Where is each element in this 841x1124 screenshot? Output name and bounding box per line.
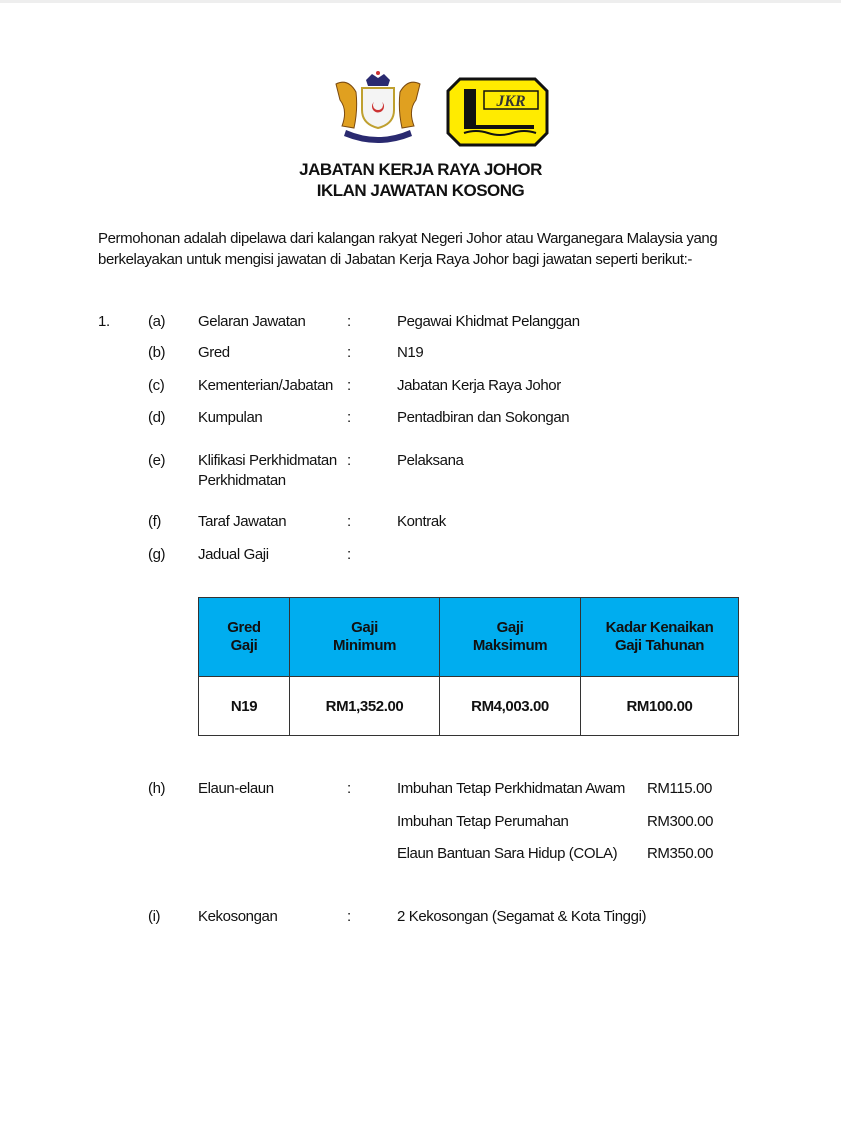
allowance-amount: RM350.00 xyxy=(647,845,714,862)
item-label: Kementerian/Jabatan xyxy=(198,377,333,394)
item-letter: (c) xyxy=(148,377,165,394)
item-value: Pentadbiran dan Sokongan xyxy=(397,409,570,426)
cell-gaji-minimum: RM1,352.00 xyxy=(290,677,440,736)
colon: : xyxy=(347,908,351,925)
item-label: Elaun-elaun xyxy=(198,780,274,797)
item-value: Pelaksana xyxy=(397,452,464,469)
item-letter: (h) xyxy=(148,780,166,797)
colon: : xyxy=(347,780,351,797)
page-edge xyxy=(0,0,841,3)
item-value: Kontrak xyxy=(397,513,446,530)
heading-department: JABATAN KERJA RAYA JOHOR xyxy=(299,160,542,179)
item-value: Jabatan Kerja Raya Johor xyxy=(397,377,561,394)
item-value: Pegawai Khidmat Pelanggan xyxy=(397,313,580,330)
item-value: 2 Kekosongan (Segamat & Kota Tinggi) xyxy=(397,908,647,925)
allowance-name: Imbuhan Tetap Perkhidmatan Awam xyxy=(397,780,626,797)
item-label: Klifikasi Perkhidmatan xyxy=(198,452,337,469)
johor-crest-logo xyxy=(328,70,428,144)
intro-paragraph: Permohonan adalah dipelawa dari kalangan rakyat Negeri Johor atau Warganegara Malaysia yang berkelayakan untuk mengisi jawatan di Jabatan Kerja Raya Johor bagi jawatan seperti berikut:- xyxy=(98,230,718,268)
item-label: Jadual Gaji xyxy=(198,546,269,563)
svg-text:JKR: JKR xyxy=(496,93,526,110)
cell-gaji-maksimum: RM4,003.00 xyxy=(440,677,581,736)
item-label: Kumpulan xyxy=(198,409,263,426)
item-label: Kekosongan xyxy=(198,908,278,925)
item-letter: (i) xyxy=(148,908,161,925)
item-label: Gred xyxy=(198,344,230,361)
table-row xyxy=(199,677,739,736)
jkr-logo xyxy=(446,77,549,147)
cell-gred: N19 xyxy=(199,677,290,736)
section-number: 1. xyxy=(98,313,110,330)
item-label: Taraf Jawatan xyxy=(198,513,287,530)
item-letter: (a) xyxy=(148,313,166,330)
header-gaji-maksimum: Gaji Maksimum xyxy=(440,598,581,677)
allowance-amount: RM115.00 xyxy=(647,780,712,797)
item-letter: (g) xyxy=(148,546,166,563)
colon: : xyxy=(347,513,351,530)
colon: : xyxy=(347,452,351,469)
header-gred-gaji: Gred Gaji xyxy=(199,598,290,677)
allowance-amount: RM300.00 xyxy=(647,813,714,830)
item-label: Gelaran Jawatan xyxy=(198,313,306,330)
allowance-name: Elaun Bantuan Sara Hidup (COLA) xyxy=(397,845,618,862)
allowance-name: Imbuhan Tetap Perumahan xyxy=(397,813,569,830)
table-header-row xyxy=(199,598,739,677)
colon: : xyxy=(347,377,351,394)
item-letter: (b) xyxy=(148,344,166,361)
colon: : xyxy=(347,344,351,361)
colon: : xyxy=(347,546,351,563)
item-letter: (e) xyxy=(148,452,166,469)
item-letter: (d) xyxy=(148,409,166,426)
colon: : xyxy=(347,409,351,426)
heading-advert: IKLAN JAWATAN KOSONG xyxy=(316,181,525,200)
item-value: N19 xyxy=(397,344,424,361)
item-letter: (f) xyxy=(148,513,161,530)
salary-table xyxy=(198,597,739,736)
cell-kadar-kenaikan: RM100.00 xyxy=(581,677,739,736)
colon: : xyxy=(347,313,351,330)
item-label-line2: Perkhidmatan xyxy=(198,472,286,489)
header-kadar-kenaikan: Kadar Kenaikan Gaji Tahunan xyxy=(581,598,739,677)
header-gaji-minimum: Gaji Minimum xyxy=(290,598,440,677)
